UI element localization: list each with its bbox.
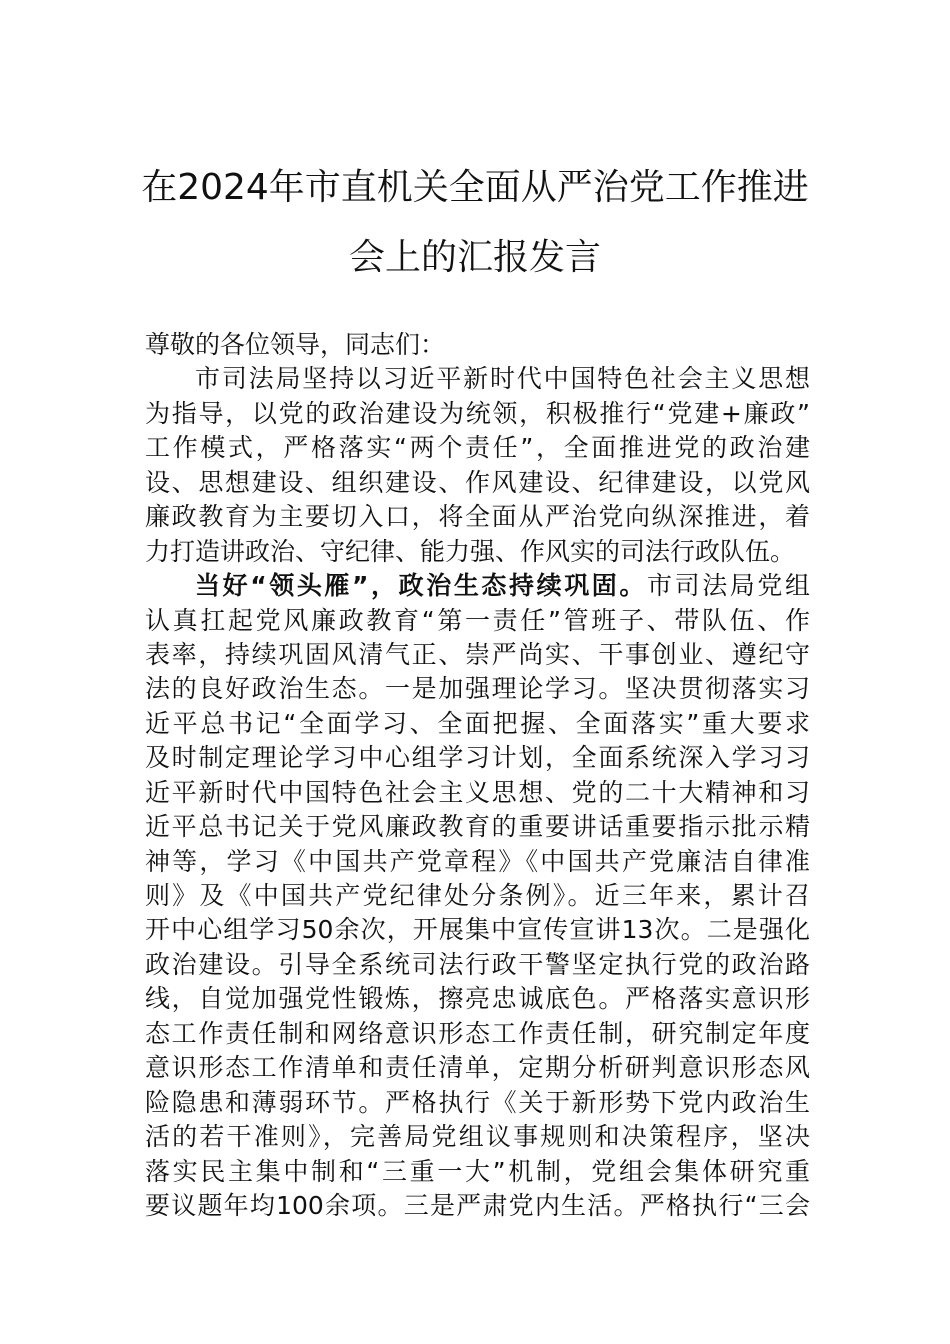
body-text: 态工作责任制和网络意识形态工作责任制，研究制定年度 bbox=[145, 1018, 810, 1048]
body-line bbox=[145, 707, 810, 741]
body-line bbox=[145, 776, 810, 810]
document-title-line-2: 会上的汇报发言 bbox=[348, 237, 601, 278]
body-line bbox=[145, 1051, 810, 1085]
body-text: 近平新时代中国特色社会主义思想、党的二十大精神和习 bbox=[145, 777, 810, 807]
body-line bbox=[145, 466, 810, 500]
body-line bbox=[145, 879, 810, 913]
body-text: 开中心组学习50余次，开展集中宣传宣讲13次。二是强化 bbox=[145, 915, 810, 945]
body-line bbox=[145, 741, 810, 775]
body-line bbox=[145, 638, 810, 672]
body-line bbox=[145, 810, 810, 844]
body-line bbox=[145, 948, 810, 982]
body-line bbox=[145, 569, 810, 603]
body-line bbox=[145, 604, 810, 638]
body-line bbox=[145, 1086, 810, 1120]
body-text: 认真扛起党风廉政教育“第一责任”管班子、带队伍、作 bbox=[145, 605, 810, 635]
body-text: 落实民主集中制和“三重一大”机制，党组会集体研究重 bbox=[145, 1156, 810, 1186]
body-text: 市司法局坚持以习近平新时代中国特色社会主义思想 bbox=[195, 364, 810, 394]
body-line bbox=[145, 913, 810, 947]
document-body bbox=[145, 328, 810, 1223]
body-text: 尊敬的各位领导，同志们： bbox=[145, 330, 446, 359]
body-text: 廉政教育为主要切入口，将全面从严治党向纵深推进，着 bbox=[145, 502, 810, 532]
body-line bbox=[145, 362, 810, 396]
body-text: 线，自觉加强党性锻炼，擦亮忠诚底色。严格落实意识形 bbox=[145, 984, 810, 1014]
body-text: 设、思想建设、组织建设、作风建设、纪律建设，以党风 bbox=[145, 467, 810, 497]
body-text: 险隐患和薄弱环节。严格执行《关于新形势下党内政治生 bbox=[145, 1087, 810, 1117]
document-title-line-1: 在2024年市直机关全面从严治党工作推进 bbox=[141, 167, 809, 208]
body-text: 神等，学习《中国共产党章程》《中国共产党廉洁自律准 bbox=[145, 846, 810, 876]
body-line bbox=[145, 845, 810, 879]
body-line bbox=[145, 397, 810, 431]
body-text: 则》及《中国共产党纪律处分条例》。近三年来，累计召 bbox=[145, 881, 810, 910]
body-text: 政治建设。引导全系统司法行政干警坚定执行党的政治路 bbox=[145, 949, 810, 979]
body-line bbox=[145, 1120, 810, 1154]
body-text: 活的若干准则》，完善局党组议事规则和决策程序，坚决 bbox=[145, 1122, 810, 1152]
body-text: 表率，持续巩固风清气正、崇严尚实、干事创业、遵纪守 bbox=[145, 639, 810, 669]
body-text: 工作模式，严格落实“两个责任”，全面推进党的政治建 bbox=[145, 433, 810, 463]
body-text: 近平总书记“全面学习、全面把握、全面落实”重大要求 bbox=[145, 708, 810, 738]
body-text: 意识形态工作清单和责任清单，定期分析研判意识形态风 bbox=[145, 1053, 810, 1083]
body-line bbox=[145, 328, 810, 362]
body-text: 法的良好政治生态。一是加强理论学习。坚决贯彻落实习 bbox=[145, 674, 810, 704]
body-text: 为指导，以党的政治建设为统领，积极推行“党建+廉政” bbox=[145, 398, 810, 428]
body-line bbox=[145, 431, 810, 465]
body-text: 力打造讲政治、守纪律、能力强、作风实的司法行政队伍。 bbox=[145, 536, 796, 566]
bold-heading-text: 当好“领头雁”，政治生态持续巩固。 bbox=[195, 571, 647, 601]
body-text: 要议题年均100余项。三是严肃党内生活。严格执行“三会 bbox=[145, 1190, 810, 1220]
body-line bbox=[145, 1155, 810, 1189]
body-line bbox=[145, 535, 810, 569]
body-line bbox=[145, 500, 810, 534]
body-line bbox=[145, 672, 810, 706]
body-text: 市司法局党组 bbox=[647, 571, 810, 601]
body-line bbox=[145, 1017, 810, 1051]
body-text: 及时制定理论学习中心组学习计划，全面系统深入学习习 bbox=[145, 743, 810, 773]
body-line bbox=[145, 982, 810, 1016]
body-text: 近平总书记关于党风廉政教育的重要讲话重要指示批示精 bbox=[145, 812, 810, 842]
body-line bbox=[145, 1189, 810, 1223]
